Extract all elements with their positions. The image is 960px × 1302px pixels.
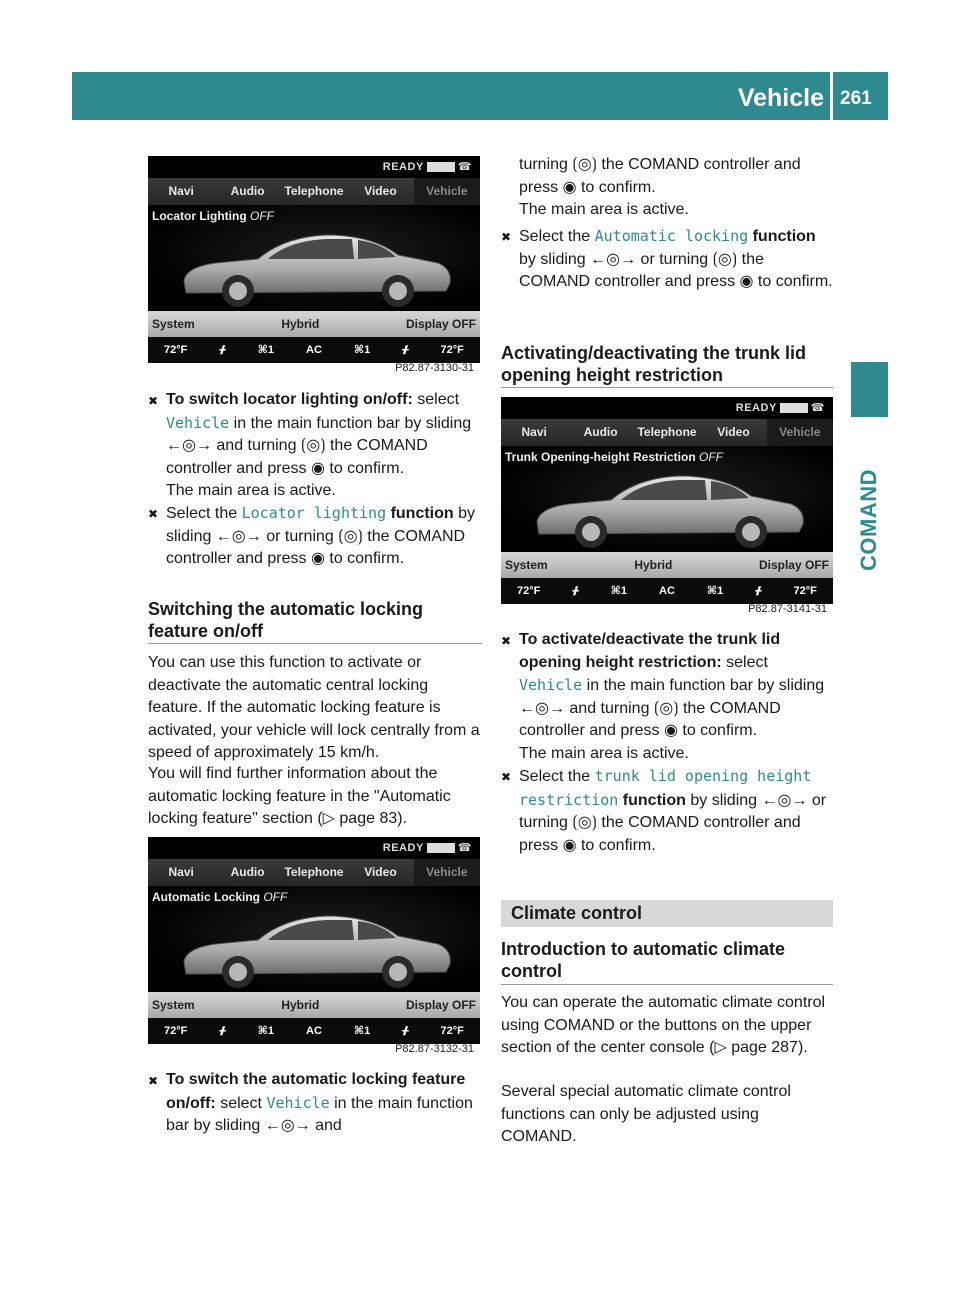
climate-section-banner: Climate control <box>501 900 833 927</box>
setting-title: Locator Lighting OFF <box>152 209 274 223</box>
climate-bar-item[interactable]: AC <box>659 585 675 597</box>
nav-tab[interactable]: Vehicle <box>414 178 480 205</box>
ui-term: Automatic locking <box>594 227 749 245</box>
climate-bar-item[interactable]: AC <box>306 1025 322 1037</box>
instruction-step: ✖ Select the trunk lid opening height restriction function by sliding ←◎→ or turning ⟮◎⟯ the COMAND controller and press ◉ to confirm. <box>501 767 827 854</box>
section-heading: Activating/deactivating the trunk lid opening height restriction <box>501 343 807 385</box>
function-bar <box>501 552 833 578</box>
step-arrow-icon: ✖ <box>501 634 512 648</box>
ui-term: Vehicle <box>266 1093 330 1112</box>
climate-status-bar <box>148 337 480 363</box>
climate-bar-item[interactable]: ᚋ <box>219 344 226 356</box>
screen-trunk-restriction <box>501 397 833 604</box>
nav-tab[interactable]: Video <box>364 184 397 198</box>
instruction-step: ✖ To switch locator lighting on/off: select Vehicle in the main function bar by sliding ←◎→ and turning ⟮◎⟯ the COMAND controller and press ◉ to confirm. The main area is active. <box>148 391 472 499</box>
battery-icon <box>780 403 808 413</box>
nav-tab[interactable]: Navi <box>168 865 194 879</box>
side-tab-marker <box>851 362 888 417</box>
instruction-step: ✖ To activate/deactivate the trunk lid opening height restriction: select Vehicle in the main function bar by sliding ←◎→ and turning ⟮◎⟯ the COMAND controller and press ◉ to confirm. The main area is active. <box>501 631 825 762</box>
nav-tab[interactable]: Video <box>717 425 750 439</box>
climate-bar-item[interactable]: ᚋ <box>572 585 579 597</box>
header-divider <box>830 72 833 120</box>
function-bar-item[interactable]: Display OFF <box>405 317 476 331</box>
paragraph: You can use this function to activate or deactivate the automatic central locking feature. If the automatic locking feature is activated, your vehicle will lock centrally from a speed of approximately 15 km/h. <box>148 654 480 761</box>
step-arrow-icon: ✖ <box>501 770 512 784</box>
climate-bar-item[interactable]: ⌘1 <box>610 585 627 597</box>
nav-tab[interactable]: Navi <box>521 425 547 439</box>
page-number: 261 <box>840 88 872 109</box>
paragraph: Several special automatic climate control functions can only be adjusted using COMAND. <box>501 1083 791 1145</box>
section-heading: Switching the automatic locking feature on/off <box>148 599 424 641</box>
ui-term: Vehicle <box>166 413 230 432</box>
main-function-bar <box>501 419 833 446</box>
phone-icon: ☎ <box>457 161 472 173</box>
climate-status-bar <box>501 578 833 604</box>
nav-tab[interactable]: Telephone <box>284 865 344 879</box>
nav-tab[interactable]: Audio <box>230 184 265 198</box>
step-arrow-icon: ✖ <box>148 507 159 521</box>
car-illustration <box>176 900 456 992</box>
nav-tab[interactable]: Vehicle <box>414 859 480 886</box>
paragraph: turning ⟮◎⟯ the COMAND controller and press ◉ to confirm. The main area is active. <box>519 156 801 218</box>
figure-code: P82.87-3141-31 <box>748 603 827 615</box>
main-area <box>148 205 480 311</box>
figure-code: P82.87-3130-31 <box>395 362 474 374</box>
figure-code: P82.87-3132-31 <box>395 1043 474 1055</box>
climate-bar-item[interactable]: 72°F <box>164 344 188 356</box>
ui-term: Vehicle <box>519 676 583 694</box>
step-arrow-icon: ✖ <box>501 230 512 244</box>
climate-bar-item[interactable]: 72°F <box>164 1025 188 1037</box>
climate-bar-item[interactable]: 72°F <box>440 344 464 356</box>
nav-tab[interactable]: Vehicle <box>767 419 833 446</box>
status-bar: READY ☎ <box>148 837 480 859</box>
section-heading: Introduction to automatic climate control <box>501 939 786 981</box>
climate-bar-item[interactable]: ⌘1 <box>353 344 371 356</box>
screen-automatic-locking <box>148 837 480 1044</box>
main-area <box>501 446 833 552</box>
ui-term: trunk lid opening height restriction <box>519 767 812 809</box>
battery-icon <box>427 162 455 172</box>
heading-rule <box>148 643 482 644</box>
climate-bar-item[interactable]: ⌘1 <box>706 585 724 597</box>
climate-bar-item[interactable]: AC <box>306 344 322 356</box>
paragraph: You will find further information about the automatic locking feature in the "Automatic locking feature" section (▷ page 83). <box>148 765 451 827</box>
function-bar-item[interactable]: Display OFF <box>758 558 829 572</box>
function-bar-item[interactable]: Hybrid <box>281 998 320 1012</box>
heading-rule <box>501 387 833 388</box>
nav-tab[interactable]: Audio <box>583 425 618 439</box>
function-bar-item[interactable]: System <box>152 317 195 331</box>
setting-title: Trunk Opening-height Restriction OFF <box>505 450 724 464</box>
phone-icon: ☎ <box>810 402 825 414</box>
nav-tab[interactable]: Audio <box>230 865 265 879</box>
car-illustration <box>176 219 456 311</box>
status-bar: READY ☎ <box>501 397 833 419</box>
function-bar <box>148 992 480 1018</box>
function-bar-item[interactable]: Display OFF <box>405 998 476 1012</box>
nav-tab[interactable]: Telephone <box>637 425 697 439</box>
function-bar <box>148 311 480 337</box>
function-bar-item[interactable]: System <box>152 998 195 1012</box>
main-function-bar <box>148 859 480 886</box>
function-bar-item[interactable]: System <box>505 558 548 572</box>
climate-bar-item[interactable]: ⌘1 <box>257 1025 274 1037</box>
function-bar-item[interactable]: Hybrid <box>634 558 673 572</box>
screen-locator-lighting <box>148 156 480 363</box>
setting-title: Automatic Locking OFF <box>152 890 288 904</box>
function-bar-item[interactable]: Hybrid <box>281 317 320 331</box>
heading-rule <box>501 984 833 985</box>
nav-tab[interactable]: Video <box>364 865 397 879</box>
phone-icon: ☎ <box>457 842 472 854</box>
climate-status-bar <box>148 1018 480 1044</box>
climate-bar-item[interactable]: ᚋ <box>219 1025 226 1037</box>
instruction-step: ✖ Select the Locator lighting function by sliding ←◎→ or turning ⟮◎⟯ the COMAND controller and press ◉ to confirm. <box>148 504 476 567</box>
ui-term: Locator lighting <box>241 504 387 522</box>
instruction-step: ✖ Select the Automatic locking function by sliding ←◎→ or turning ⟮◎⟯ the COMAND controller and press ◉ to confirm. <box>501 227 833 290</box>
nav-tab[interactable]: Navi <box>168 184 194 198</box>
car-illustration <box>529 460 809 552</box>
main-function-bar <box>148 178 480 205</box>
step-arrow-icon: ✖ <box>148 394 159 408</box>
climate-bar-item[interactable]: ⌘1 <box>257 344 274 356</box>
paragraph: You can operate the automatic climate control using COMAND or the buttons on the upper section of the center console (▷ page 287). <box>501 994 826 1056</box>
climate-bar-item[interactable]: ᚋ <box>402 1025 409 1037</box>
page-title: Vehicle <box>737 84 824 112</box>
climate-bar-item[interactable]: ᚋ <box>402 344 409 356</box>
step-arrow-icon: ✖ <box>148 1074 159 1088</box>
battery-icon <box>427 843 455 853</box>
status-bar: READY ☎ <box>148 156 480 178</box>
climate-bar-item[interactable]: 72°F <box>517 585 541 597</box>
climate-bar-item[interactable]: 72°F <box>440 1025 464 1037</box>
main-area <box>148 886 480 992</box>
climate-bar-item[interactable]: 72°F <box>793 585 817 597</box>
climate-bar-item[interactable]: ⌘1 <box>353 1025 371 1037</box>
instruction-step: ✖ To switch the automatic locking feature on/off: select Vehicle in the main function bar by sliding ←◎→ and <box>148 1071 473 1134</box>
climate-bar-item[interactable]: ᚋ <box>755 585 762 597</box>
nav-tab[interactable]: Telephone <box>284 184 344 198</box>
